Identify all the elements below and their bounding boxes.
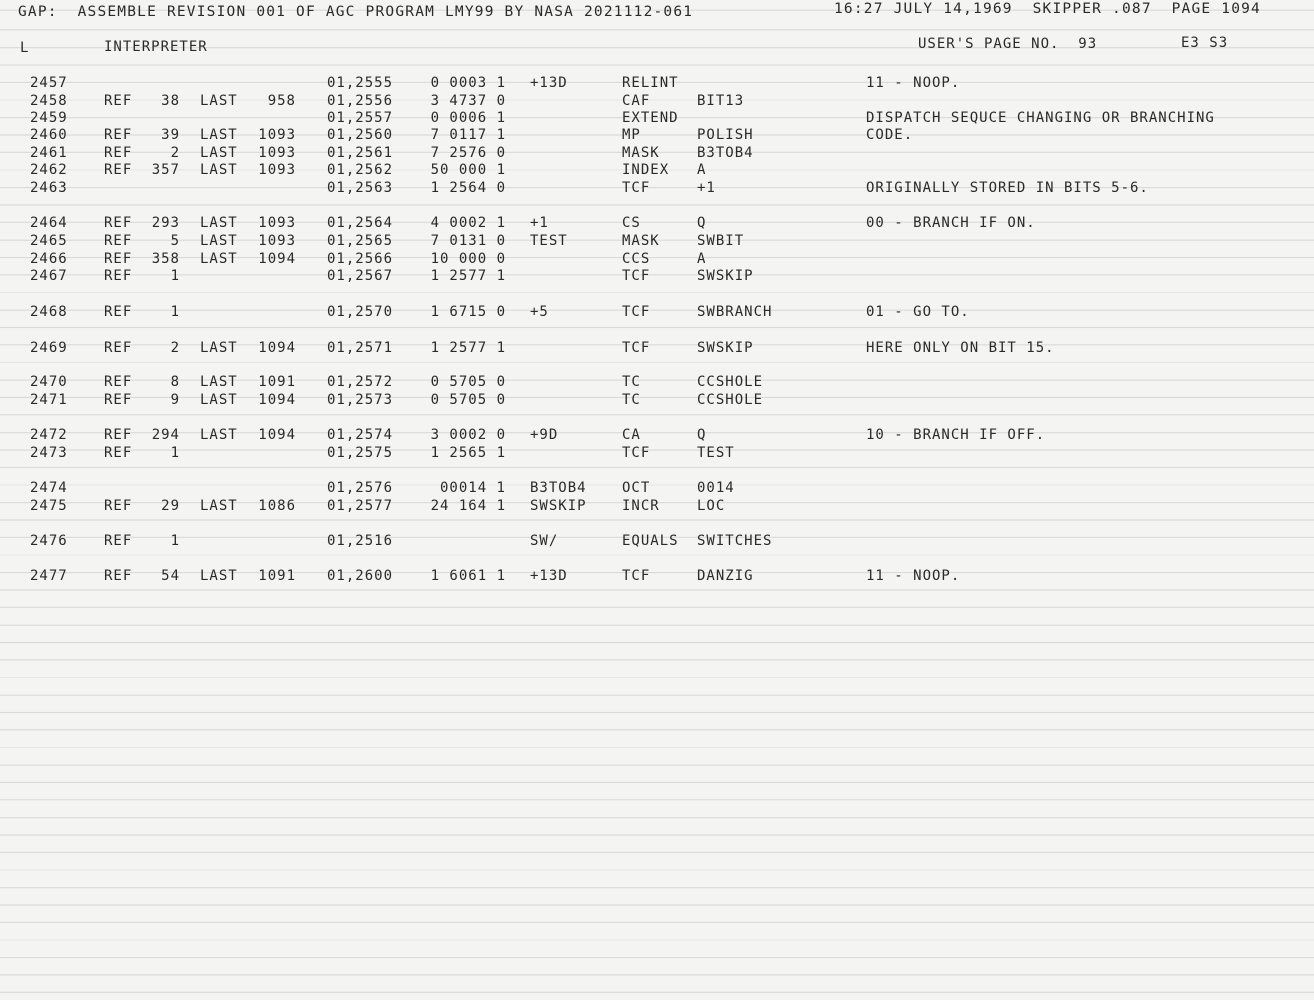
last-page: 1094: [258, 392, 296, 408]
opcode: CS: [622, 215, 641, 231]
address: 01,2570: [327, 304, 394, 320]
line-number: 2472: [30, 427, 68, 443]
octal-word: 3 0002 0: [430, 427, 506, 443]
octal-word: 1 6061 1: [430, 568, 506, 584]
address: 01,2555: [327, 75, 394, 91]
address: 01,2575: [327, 445, 394, 461]
octal-word: 1 6715 0: [430, 304, 506, 320]
opcode: TCF: [622, 340, 651, 356]
listing-row: [0, 251, 1314, 269]
symbol-label: +1: [530, 215, 549, 231]
address: 01,2562: [327, 162, 394, 178]
ref-count: 2: [170, 340, 180, 356]
line-number: 2465: [30, 233, 68, 249]
octal-word: 7 0131 0: [430, 233, 506, 249]
octal-word: 00014 1: [439, 480, 506, 496]
ref-count: 54: [161, 568, 180, 584]
operand: SWITCHES: [697, 533, 773, 549]
last-page: 1093: [258, 127, 296, 143]
comment: 11 - NOOP.: [866, 568, 961, 584]
address: 01,2516: [327, 533, 394, 549]
octal-word: 1 2577 1: [430, 340, 506, 356]
listing-row: [0, 93, 1314, 111]
address: 01,2573: [327, 392, 394, 408]
address: 01,2556: [327, 93, 394, 109]
line-number: 2471: [30, 392, 68, 408]
listing-row: [0, 445, 1314, 463]
line-number: 2463: [30, 180, 68, 196]
octal-word: 10 000 0: [430, 251, 506, 267]
line-number: 2458: [30, 93, 68, 109]
opcode: MASK: [622, 145, 660, 161]
last-keyword: LAST: [200, 127, 238, 143]
listing-row: [0, 427, 1314, 445]
octal-word: 24 164 1: [430, 498, 506, 514]
octal-word: 1 2565 1: [430, 445, 506, 461]
octal-word: 7 2576 0: [430, 145, 506, 161]
address: 01,2564: [327, 215, 394, 231]
section-title: INTERPRETER: [104, 39, 208, 55]
octal-word: 0 5705 0: [430, 374, 506, 390]
ref-keyword: REF: [104, 340, 133, 356]
last-keyword: LAST: [200, 215, 238, 231]
line-number: 2474: [30, 480, 68, 496]
opcode: EQUALS: [622, 533, 679, 549]
ref-count: 39: [161, 127, 180, 143]
last-page: 1094: [258, 340, 296, 356]
address: 01,2600: [327, 568, 394, 584]
opcode: TCF: [622, 268, 651, 284]
listing-row: [0, 75, 1314, 93]
operand: CCSHOLE: [697, 374, 764, 390]
opcode: CA: [622, 427, 641, 443]
ref-keyword: REF: [104, 427, 133, 443]
last-keyword: LAST: [200, 427, 238, 443]
line-number: 2477: [30, 568, 68, 584]
operand: Q: [697, 215, 707, 231]
listing-row: [0, 374, 1314, 392]
opcode: TCF: [622, 180, 651, 196]
operand: SWSKIP: [697, 340, 754, 356]
operand: SWBRANCH: [697, 304, 773, 320]
opcode: INCR: [622, 498, 660, 514]
symbol-label: TEST: [530, 233, 568, 249]
opcode: MP: [622, 127, 641, 143]
last-page: 1094: [258, 427, 296, 443]
last-keyword: LAST: [200, 233, 238, 249]
address: 01,2561: [327, 145, 394, 161]
last-keyword: LAST: [200, 145, 238, 161]
last-keyword: LAST: [200, 498, 238, 514]
last-page: 1093: [258, 145, 296, 161]
ref-count: 293: [151, 215, 180, 231]
operand: B3TOB4: [697, 145, 754, 161]
ref-count: 8: [170, 374, 180, 390]
listing-row: [0, 568, 1314, 586]
ref-keyword: REF: [104, 251, 133, 267]
opcode: INDEX: [622, 162, 670, 178]
ref-keyword: REF: [104, 215, 133, 231]
address: 01,2576: [327, 480, 394, 496]
ref-count: 38: [161, 93, 180, 109]
symbol-label: +5: [530, 304, 549, 320]
ref-keyword: REF: [104, 445, 133, 461]
opcode: TCF: [622, 304, 651, 320]
opcode: MASK: [622, 233, 660, 249]
ref-count: 2: [170, 145, 180, 161]
ref-keyword: REF: [104, 392, 133, 408]
octal-word: 50 000 1: [430, 162, 506, 178]
ref-count: 9: [170, 392, 180, 408]
comment: 00 - BRANCH IF ON.: [866, 215, 1036, 231]
line-number: 2468: [30, 304, 68, 320]
symbol-label: B3TOB4: [530, 480, 587, 496]
ref-count: 1: [170, 268, 180, 284]
operand: SWSKIP: [697, 268, 754, 284]
address: 01,2563: [327, 180, 394, 196]
ref-count: 1: [170, 445, 180, 461]
listing-row: [0, 110, 1314, 128]
listing-row: [0, 340, 1314, 358]
ref-count: 358: [151, 251, 180, 267]
last-keyword: LAST: [200, 93, 238, 109]
operand: Q: [697, 427, 707, 443]
line-number: 2457: [30, 75, 68, 91]
last-keyword: LAST: [200, 340, 238, 356]
opcode: TCF: [622, 568, 651, 584]
ref-keyword: REF: [104, 162, 133, 178]
ref-keyword: REF: [104, 498, 133, 514]
last-keyword: LAST: [200, 568, 238, 584]
octal-word: 0 5705 0: [430, 392, 506, 408]
octal-word: 4 0002 1: [430, 215, 506, 231]
ref-count: 1: [170, 304, 180, 320]
comment: CODE.: [866, 127, 914, 143]
address: 01,2572: [327, 374, 394, 390]
ref-keyword: REF: [104, 268, 133, 284]
line-number: 2466: [30, 251, 68, 267]
ref-keyword: REF: [104, 233, 133, 249]
line-number: 2464: [30, 215, 68, 231]
ref-count: 1: [170, 533, 180, 549]
opcode: OCT: [622, 480, 651, 496]
last-page: 1093: [258, 215, 296, 231]
octal-word: 1 2564 0: [430, 180, 506, 196]
ref-keyword: REF: [104, 304, 133, 320]
address: 01,2571: [327, 340, 394, 356]
octal-word: 1 2577 1: [430, 268, 506, 284]
opcode: TC: [622, 392, 641, 408]
operand: A: [697, 251, 707, 267]
ref-count: 5: [170, 233, 180, 249]
last-page: 1093: [258, 162, 296, 178]
comment: 10 - BRANCH IF OFF.: [866, 427, 1046, 443]
last-keyword: LAST: [200, 251, 238, 267]
symbol-label: +13D: [530, 568, 568, 584]
last-page: 1091: [258, 374, 296, 390]
operand: DANZIG: [697, 568, 754, 584]
opcode: CAF: [622, 93, 651, 109]
date-header: 16:27 JULY 14,1969 SKIPPER .087 PAGE 1094: [834, 1, 1261, 17]
line-number: 2462: [30, 162, 68, 178]
last-keyword: LAST: [200, 374, 238, 390]
operand: BIT13: [697, 93, 745, 109]
last-page: 1094: [258, 251, 296, 267]
symbol-label: +13D: [530, 75, 568, 91]
left-mark: L: [20, 40, 30, 56]
sheet-code: E3 S3: [1181, 35, 1229, 51]
line-number: 2473: [30, 445, 68, 461]
line-number: 2470: [30, 374, 68, 390]
comment: 11 - NOOP.: [866, 75, 961, 91]
ref-keyword: REF: [104, 93, 133, 109]
opcode: TC: [622, 374, 641, 390]
opcode: TCF: [622, 445, 651, 461]
line-number: 2476: [30, 533, 68, 549]
address: 01,2574: [327, 427, 394, 443]
line-number: 2475: [30, 498, 68, 514]
program-header: GAP: ASSEMBLE REVISION 001 OF AGC PROGRAM LMY99 BY NASA 2021112-061: [18, 4, 694, 20]
line-number: 2460: [30, 127, 68, 143]
symbol-label: SW/: [530, 533, 559, 549]
listing-row: [0, 533, 1314, 551]
ref-keyword: REF: [104, 145, 133, 161]
listing-row: [0, 215, 1314, 233]
ref-keyword: REF: [104, 374, 133, 390]
last-page: 1093: [258, 233, 296, 249]
listing-row: [0, 233, 1314, 251]
address: 01,2577: [327, 498, 394, 514]
ref-count: 357: [151, 162, 180, 178]
octal-word: 7 0117 1: [430, 127, 506, 143]
symbol-label: +9D: [530, 427, 559, 443]
address: 01,2557: [327, 110, 394, 126]
symbol-label: SWSKIP: [530, 498, 587, 514]
ref-count: 294: [151, 427, 180, 443]
comment: DISPATCH SEQUCE CHANGING OR BRANCHING: [866, 110, 1215, 126]
operand: LOC: [697, 498, 726, 514]
line-number: 2461: [30, 145, 68, 161]
listing-row: [0, 498, 1314, 516]
operand: CCSHOLE: [697, 392, 764, 408]
last-page: 958: [267, 93, 296, 109]
ref-count: 29: [161, 498, 180, 514]
last-page: 1091: [258, 568, 296, 584]
line-number: 2469: [30, 340, 68, 356]
opcode: EXTEND: [622, 110, 679, 126]
operand: A: [697, 162, 707, 178]
listing-row: [0, 145, 1314, 163]
listing-row: [0, 180, 1314, 198]
listing-row: [0, 304, 1314, 322]
ref-keyword: REF: [104, 568, 133, 584]
last-page: 1086: [258, 498, 296, 514]
listing-row: [0, 392, 1314, 410]
opcode: CCS: [622, 251, 651, 267]
last-keyword: LAST: [200, 162, 238, 178]
comment: HERE ONLY ON BIT 15.: [866, 340, 1055, 356]
octal-word: 0 0003 1: [430, 75, 506, 91]
octal-word: 3 4737 0: [430, 93, 506, 109]
comment: ORIGINALLY STORED IN BITS 5-6.: [866, 180, 1149, 196]
ref-keyword: REF: [104, 127, 133, 143]
address: 01,2565: [327, 233, 394, 249]
address: 01,2566: [327, 251, 394, 267]
last-keyword: LAST: [200, 392, 238, 408]
operand: TEST: [697, 445, 735, 461]
listing-row: [0, 127, 1314, 145]
user-page-number: USER'S PAGE NO. 93: [918, 36, 1098, 52]
listing-row: [0, 162, 1314, 180]
operand: +1: [697, 180, 716, 196]
listing-row: [0, 480, 1314, 498]
comment: 01 - GO TO.: [866, 304, 970, 320]
listing-row: [0, 268, 1314, 286]
address: 01,2560: [327, 127, 394, 143]
line-number: 2459: [30, 110, 68, 126]
operand: SWBIT: [697, 233, 745, 249]
opcode: RELINT: [622, 75, 679, 91]
octal-word: 0 0006 1: [430, 110, 506, 126]
address: 01,2567: [327, 268, 394, 284]
operand: 0014: [697, 480, 735, 496]
ref-keyword: REF: [104, 533, 133, 549]
operand: POLISH: [697, 127, 754, 143]
line-number: 2467: [30, 268, 68, 284]
